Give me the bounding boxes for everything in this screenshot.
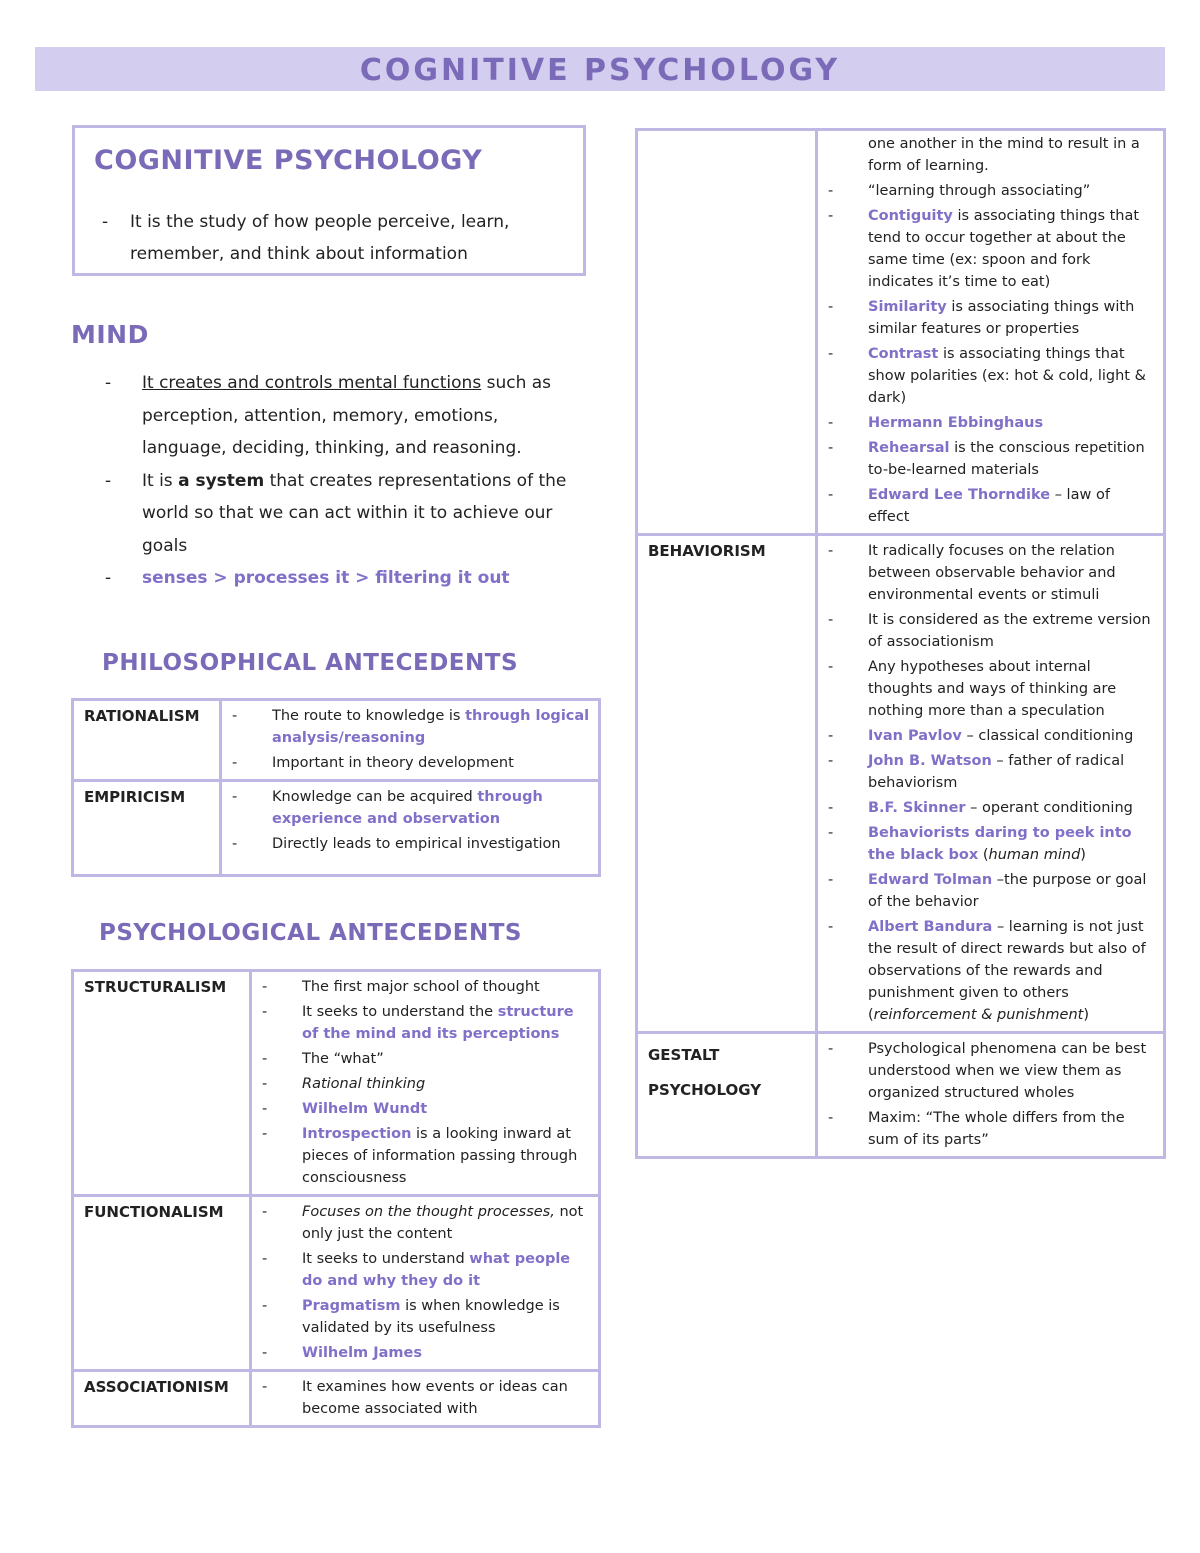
list-item	[826, 540, 1155, 606]
dash-marker: -	[828, 612, 834, 628]
dash-marker: -	[828, 825, 834, 841]
behaviorism-b6-rest: – operant conditioning	[965, 800, 1133, 816]
psychological-heading: PSYCHOLOGICAL ANTECEDENTS	[99, 920, 522, 946]
dash-marker: -	[262, 1126, 268, 1142]
list-item	[826, 822, 1155, 866]
dash-marker: -	[262, 1076, 268, 1092]
behaviorism-b4-hl: Ivan Pavlov	[868, 728, 962, 744]
functionalism-b1-it: Focuses on the thought processes,	[302, 1204, 555, 1220]
intro-bullet	[102, 206, 550, 270]
functionalism-term: FUNCTIONALISM	[73, 1196, 251, 1371]
title-banner	[35, 47, 1165, 91]
structuralism-b2-hl: structure of the mind and its perceptions	[302, 1004, 574, 1042]
list-item	[260, 1001, 590, 1045]
dash-marker: -	[262, 1101, 268, 1117]
gestalt-b2: Maxim: “The whole differs from the sum of its parts”	[868, 1110, 1125, 1148]
mind-list	[105, 367, 575, 595]
behaviorism-b7-open: (	[978, 847, 989, 863]
intro-heading: COGNITIVE PSYCHOLOGY	[94, 145, 483, 176]
dash-marker: -	[102, 212, 109, 232]
list-item	[230, 752, 590, 774]
associationism-c6: Hermann Ebbinghaus	[868, 415, 1044, 431]
list-item	[826, 1038, 1155, 1104]
list-item	[105, 367, 575, 465]
associationism-c4-hl: Similarity	[868, 299, 947, 315]
dash-marker: -	[828, 543, 834, 559]
structuralism-b4: Rational thinking	[302, 1076, 426, 1092]
dash-marker: -	[828, 440, 834, 456]
associationism-cont-desc	[817, 130, 1165, 535]
structuralism-desc	[251, 971, 600, 1196]
intro-box	[72, 125, 586, 276]
dash-marker: -	[262, 1004, 268, 1020]
dash-marker: -	[828, 1041, 834, 1057]
intro-bullet-text: It is the study of how people perceive, learn, remember, and think about information	[130, 212, 510, 264]
associationism-term: ASSOCIATIONISM	[73, 1371, 251, 1427]
dash-marker: -	[262, 1051, 268, 1067]
behaviorism-desc	[817, 535, 1165, 1033]
table-row	[73, 700, 600, 781]
list-item	[105, 562, 575, 595]
structuralism-b6-hl: Introspection	[302, 1126, 412, 1142]
gestalt-desc	[817, 1033, 1165, 1158]
mind-b1-rest: such as perception, attention, memory, emotions, language, deciding, thinking, and reasoning.	[142, 373, 552, 458]
table-row	[637, 1033, 1165, 1158]
list-item	[260, 1342, 590, 1364]
list-item	[260, 1048, 590, 1070]
table-row	[73, 1371, 600, 1427]
list-item	[260, 1201, 590, 1245]
associationism-c3-hl: Contiguity	[868, 208, 953, 224]
behaviorism-b9-rest: – learning is not just the result of direct rewards but also of observations of the rewards and punishment given to others (	[868, 919, 1146, 1023]
list-item	[826, 296, 1155, 340]
associationism-c5-rest: is associating things that show polarities (ex: hot & cold, light & dark)	[868, 346, 1146, 406]
philosophical-heading: PHILOSOPHICAL ANTECEDENTS	[102, 650, 519, 676]
mind-b2-pre: It is	[142, 470, 179, 491]
dash-marker: -	[105, 568, 112, 588]
empiricism-desc	[221, 781, 600, 876]
rationalism-b1-pre: The route to knowledge is	[272, 708, 466, 724]
dash-marker: -	[232, 789, 238, 805]
behaviorism-b1: It radically focuses on the relation between observable behavior and environmental events or stimuli	[868, 543, 1116, 603]
structuralism-term: STRUCTURALISM	[73, 971, 251, 1196]
psychological-table-left	[71, 969, 601, 1428]
behaviorism-b9-hl: Albert Bandura	[868, 919, 993, 935]
list-item	[260, 1376, 590, 1420]
functionalism-b1-rest: not only just the content	[302, 1204, 584, 1242]
dash-marker: -	[262, 1251, 268, 1267]
list-item	[826, 343, 1155, 409]
dash-marker: -	[262, 1379, 268, 1395]
table-row	[73, 1196, 600, 1371]
behaviorism-b7-hl: Behaviorists daring to peek into the black box	[868, 825, 1132, 863]
list-item	[826, 205, 1155, 293]
table-row	[637, 130, 1165, 535]
empiricism-b1-pre: Knowledge can be acquired	[272, 789, 478, 805]
behaviorism-b7-it: human mind	[988, 847, 1081, 863]
behaviorism-term: BEHAVIORISM	[637, 535, 817, 1033]
structuralism-b1: The first major school of thought	[302, 979, 540, 995]
structuralism-b2-pre: It seeks to understand the	[302, 1004, 498, 1020]
table-row	[637, 535, 1165, 1033]
associationism-c7-rest: is the conscious repetition to-be-learned materials	[868, 440, 1145, 478]
list-item	[260, 1123, 590, 1189]
list-item	[260, 976, 590, 998]
behaviorism-b8-rest: –the purpose or goal of the behavior	[868, 872, 1147, 910]
behaviorism-b3: Any hypotheses about internal thoughts and ways of thinking are nothing more than a speculation	[868, 659, 1117, 719]
empiricism-b2: Directly leads to empirical investigation	[272, 836, 561, 852]
associationism-c7-hl: Rehearsal	[868, 440, 950, 456]
list-item	[230, 786, 590, 830]
structuralism-b6-rest: is a looking inward at pieces of information passing through consciousness	[302, 1126, 578, 1186]
associationism-c8-hl: Edward Lee Thorndike	[868, 487, 1051, 503]
dash-marker: -	[105, 373, 112, 393]
list-item	[826, 750, 1155, 794]
dash-marker: -	[828, 728, 834, 744]
list-item	[826, 133, 1155, 177]
list-item	[260, 1295, 590, 1339]
empiricism-b1-hl: through experience and observation	[272, 789, 543, 827]
dash-marker: -	[828, 208, 834, 224]
mind-b3: senses > processes it > filtering it out	[142, 568, 510, 588]
dash-marker: -	[232, 708, 238, 724]
list-item	[826, 412, 1155, 434]
behaviorism-b8-hl: Edward Tolman	[868, 872, 993, 888]
dash-marker: -	[828, 415, 834, 431]
functionalism-desc	[251, 1196, 600, 1371]
associationism-b1: It examines how events or ideas can become associated with	[302, 1379, 568, 1417]
dash-marker: -	[828, 872, 834, 888]
list-item	[826, 725, 1155, 747]
list-item	[260, 1248, 590, 1292]
list-item	[260, 1098, 590, 1120]
dash-marker: -	[828, 1110, 834, 1126]
associationism-c5-hl: Contrast	[868, 346, 939, 362]
dash-marker: -	[232, 755, 238, 771]
list-item	[105, 465, 575, 563]
mind-b2-rest: that creates representations of the world so that we can act within it to achieve our goals	[142, 470, 567, 556]
table-row	[73, 781, 600, 876]
rationalism-b1-hl: through logical analysis/reasoning	[272, 708, 590, 746]
mind-b2-bold: a system	[178, 470, 265, 491]
mind-b1-underlined: It creates and controls mental functions	[142, 373, 482, 393]
functionalism-b2-hl: what people do and why they do it	[302, 1251, 571, 1289]
structuralism-b3: The “what”	[302, 1051, 384, 1067]
rationalism-term: RATIONALISM	[73, 700, 221, 781]
list-item	[826, 437, 1155, 481]
list-item	[230, 705, 590, 749]
table-row	[73, 971, 600, 1196]
list-item	[826, 916, 1155, 1026]
functionalism-b2-pre: It seeks to understand	[302, 1251, 470, 1267]
functionalism-b4: Wilhelm James	[302, 1345, 422, 1361]
associationism-desc	[251, 1371, 600, 1427]
associationism-c1: one another in the mind to result in a form of learning.	[868, 136, 1140, 174]
associationism-c8-rest: – law of effect	[868, 487, 1110, 525]
rationalism-b2: Important in theory development	[272, 755, 514, 771]
dash-marker: -	[262, 1204, 268, 1220]
associationism-cont-term	[637, 130, 817, 535]
behaviorism-b2: It is considered as the extreme version of associationism	[868, 612, 1151, 650]
dash-marker: -	[232, 836, 238, 852]
philosophical-table	[71, 698, 601, 877]
dash-marker: -	[262, 1298, 268, 1314]
list-item	[826, 484, 1155, 528]
behaviorism-b5-rest: – father of radical behaviorism	[868, 753, 1125, 791]
dash-marker: -	[262, 1345, 268, 1361]
behaviorism-b6-hl: B.F. Skinner	[868, 800, 966, 816]
empiricism-term: EMPIRICISM	[73, 781, 221, 876]
list-item	[826, 1107, 1155, 1151]
behaviorism-b9-it: reinforcement & punishment	[873, 1007, 1084, 1023]
associationism-c2: “learning through associating”	[868, 183, 1091, 199]
list-item	[826, 180, 1155, 202]
dash-marker: -	[105, 470, 112, 491]
list-item	[826, 869, 1155, 913]
associationism-c3-rest: is associating things that tend to occur together at about the same time (ex: spoon and fork indicates it’s time to eat)	[868, 208, 1140, 290]
dash-marker: -	[828, 346, 834, 362]
structuralism-b5: Wilhelm Wundt	[302, 1101, 428, 1117]
dash-marker: -	[828, 487, 834, 503]
dash-marker: -	[262, 979, 268, 995]
dash-marker: -	[828, 659, 834, 675]
functionalism-b3-hl: Pragmatism	[302, 1298, 401, 1314]
behaviorism-b4-rest: – classical conditioning	[961, 728, 1134, 744]
dash-marker: -	[828, 299, 834, 315]
list-item	[260, 1073, 590, 1095]
list-item	[826, 656, 1155, 722]
dash-marker: -	[828, 800, 834, 816]
dash-marker: -	[828, 919, 834, 935]
gestalt-b1: Psychological phenomena can be best understood when we view them as organized structured wholes	[868, 1041, 1147, 1101]
list-item	[826, 609, 1155, 653]
behaviorism-b7-close: )	[1080, 847, 1086, 863]
gestalt-term: GESTALT PSYCHOLOGY	[637, 1033, 817, 1158]
list-item	[230, 833, 590, 855]
behaviorism-b9-close: )	[1083, 1007, 1089, 1023]
dash-marker: -	[828, 183, 834, 199]
page-title: COGNITIVE PSYCHOLOGY	[359, 53, 841, 88]
list-item	[826, 797, 1155, 819]
mind-heading: MIND	[71, 320, 149, 349]
functionalism-b3-rest: is when knowledge is validated by its usefulness	[302, 1298, 560, 1336]
psychological-table-right	[635, 128, 1166, 1159]
dash-marker: -	[828, 753, 834, 769]
behaviorism-b5-hl: John B. Watson	[868, 753, 992, 769]
rationalism-desc	[221, 700, 600, 781]
associationism-c4-rest: is associating things with similar features or properties	[868, 299, 1135, 337]
